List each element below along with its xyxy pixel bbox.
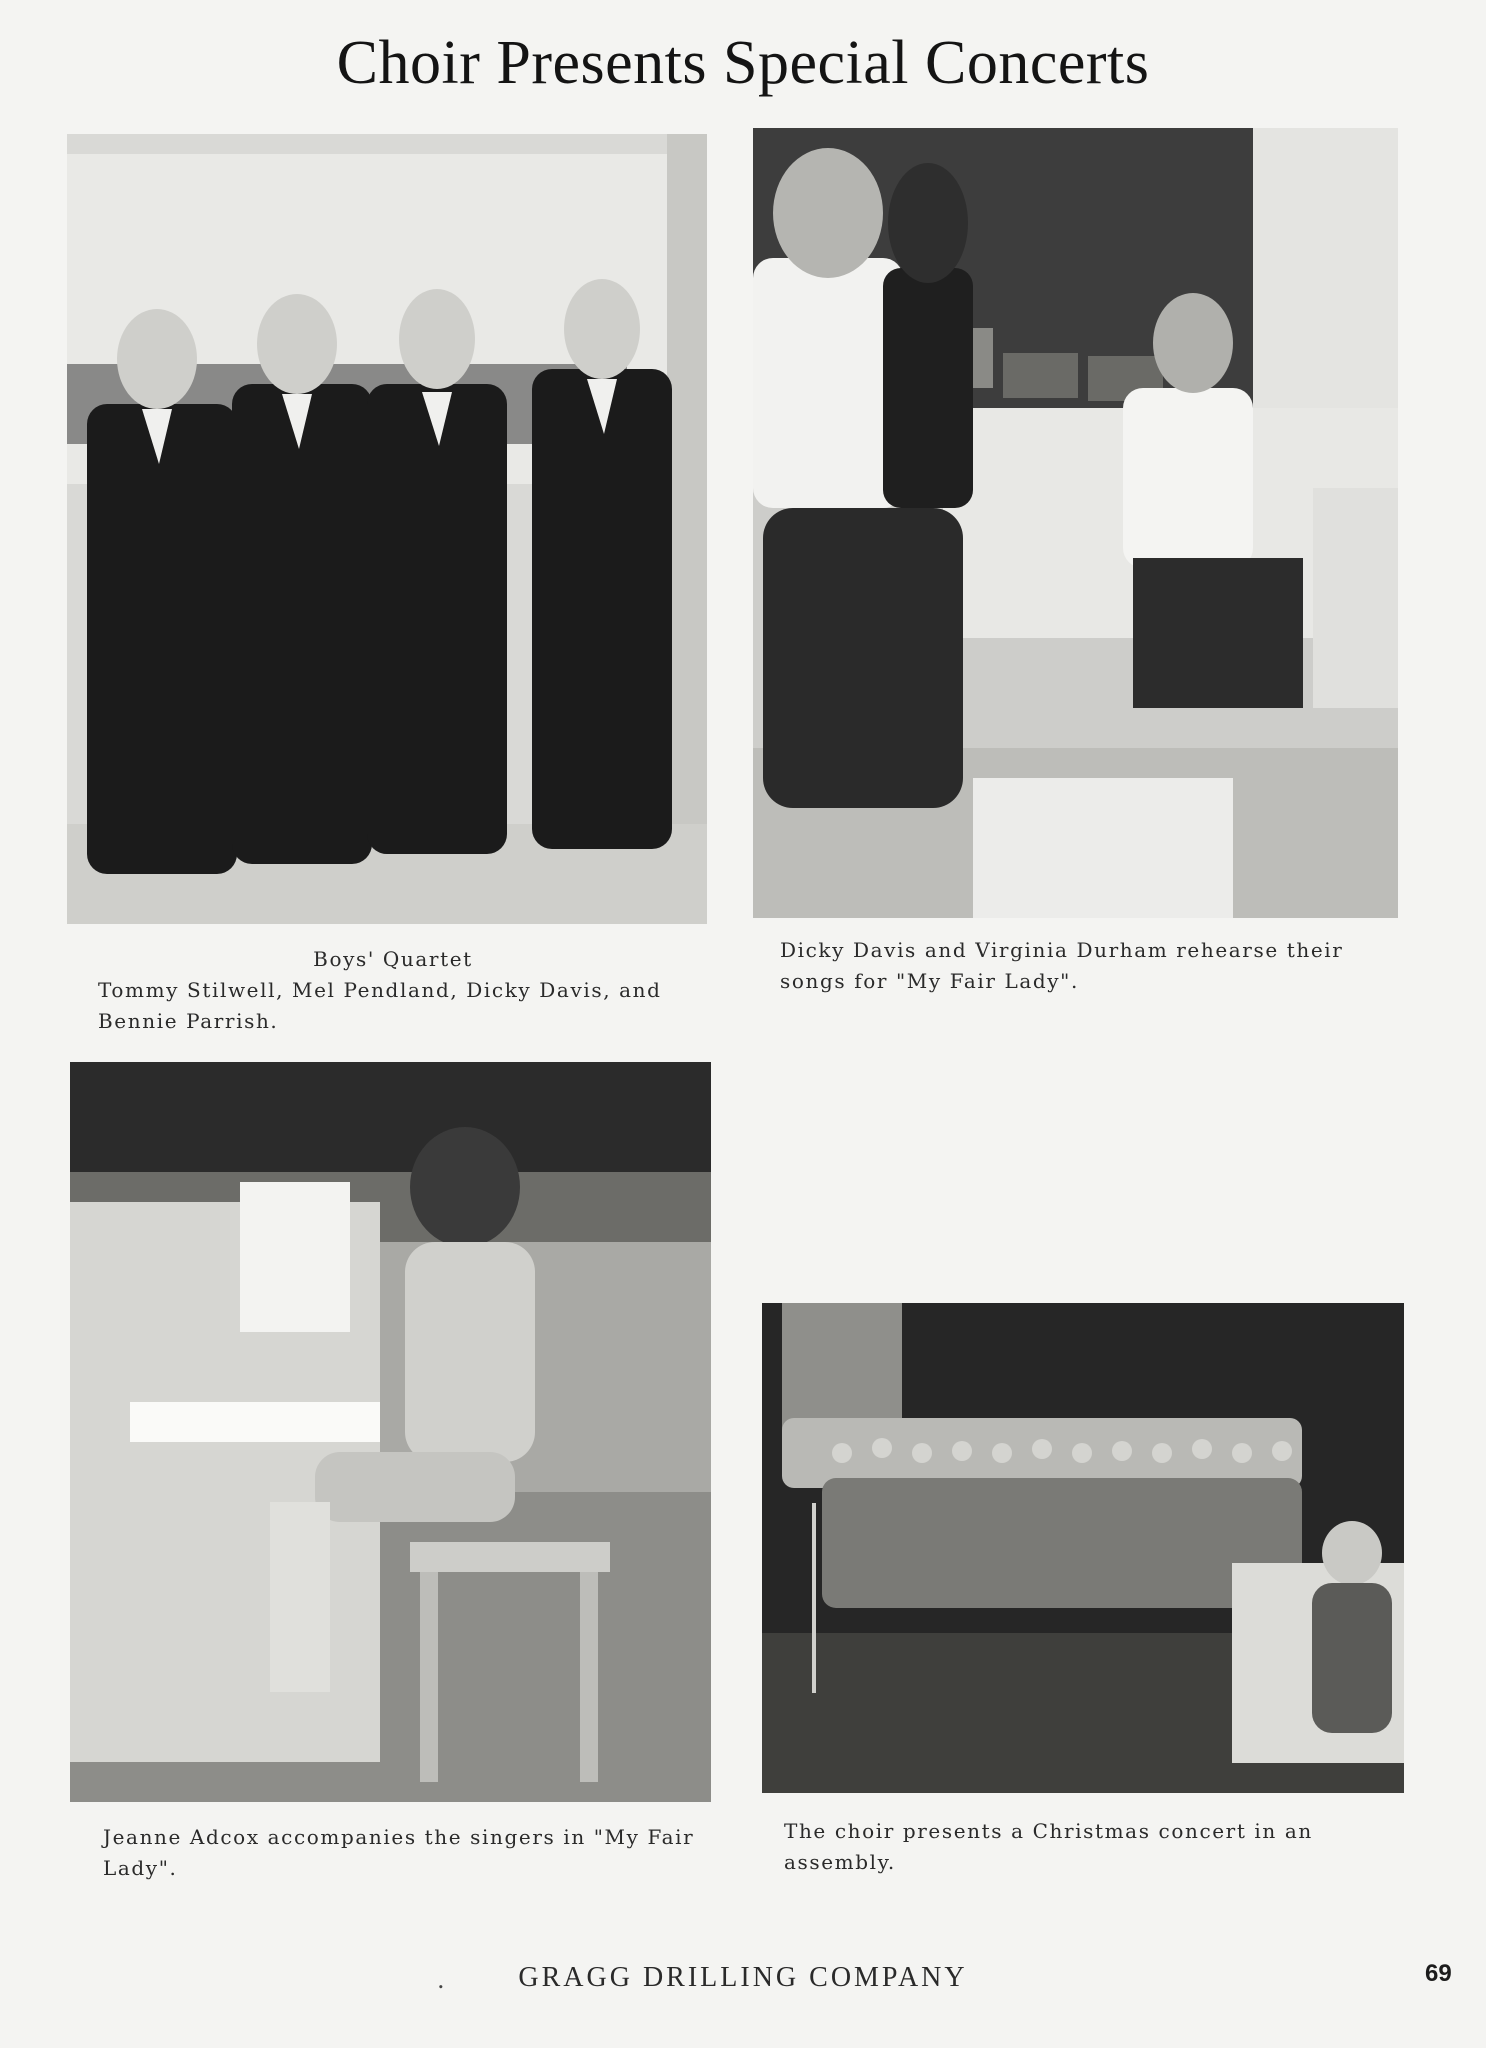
photo-boys-quartet — [67, 134, 707, 924]
boys-quartet-image — [67, 134, 707, 924]
caption-christmas-concert — [784, 1816, 1404, 1878]
caption-rehearsal — [780, 935, 1400, 997]
photo-pianist — [70, 1062, 711, 1802]
photo-rehearsal — [753, 128, 1398, 918]
caption-text: The choir presents a Christmas concert in an assembly. — [784, 1819, 1313, 1874]
footer-sponsor: GRAGG DRILLING COMPANY — [518, 1962, 968, 1993]
caption-pianist — [103, 1822, 703, 1884]
christmas-concert-image — [762, 1303, 1404, 1793]
caption-text: Tommy Stilwell, Mel Pendland, Dicky Davis, and Bennie Parrish. — [98, 978, 662, 1033]
photo-christmas-concert — [762, 1303, 1404, 1793]
caption-text: Jeanne Adcox accompanies the singers in "My Fair Lady". — [103, 1825, 695, 1880]
pianist-image — [70, 1062, 711, 1802]
page-number: 69 — [1425, 1960, 1452, 1987]
caption-text: Dicky Davis and Virginia Durham rehearse their songs for "My Fair Lady". — [780, 938, 1344, 993]
page-title: Choir Presents Special Concerts — [336, 29, 1150, 97]
footer-mark: . — [437, 1966, 445, 1994]
caption-heading: Boys' Quartet — [313, 947, 473, 971]
caption-boys-quartet — [98, 944, 688, 1037]
rehearsal-image — [753, 128, 1398, 918]
